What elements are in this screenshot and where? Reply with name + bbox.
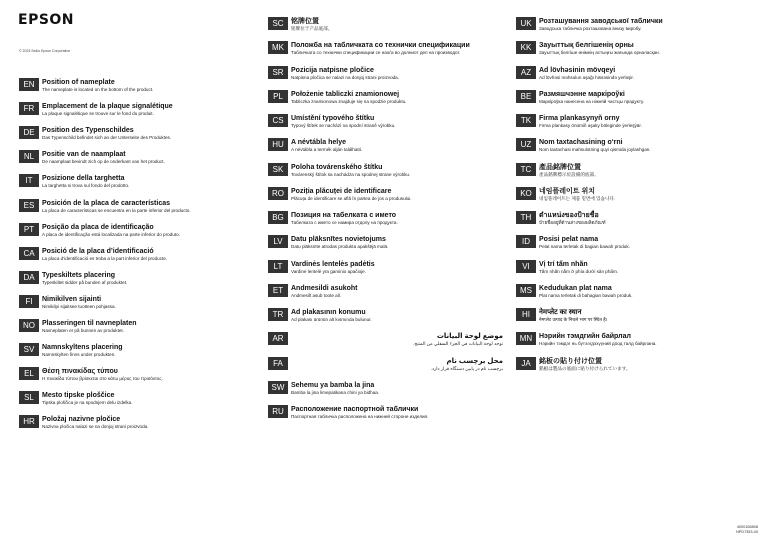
- nameplate-entry-sk: [268, 163, 503, 185]
- entry-title: 铭牌位置: [291, 18, 319, 25]
- copyright-notice: © 2023 Seiko Epson Corporation: [19, 49, 71, 53]
- entry-title: Ad plakasının konumu: [291, 309, 366, 316]
- nameplate-entry-cs: [268, 114, 503, 136]
- nameplate-entry-ms: [516, 284, 751, 306]
- entry-title: Typeskiltets placering: [42, 271, 116, 279]
- entry-title: Положба на табличката со технички спецификации: [291, 42, 470, 50]
- entry-description: La targhetta si trova sul fondo del prodotto.: [42, 183, 130, 189]
- language-code-badge: KK: [516, 41, 536, 54]
- entry-description: Табелката с името се намира отдолу на продукта.: [291, 220, 398, 225]
- nameplate-entry-uz: [516, 138, 751, 160]
- document-code-2: NPD7353-00: [736, 530, 758, 534]
- entry-title: Positie van de naamplaat: [42, 151, 126, 159]
- entry-description: Nazivna pločica nalazi se na donjoj strani proizvoda.: [42, 424, 149, 430]
- entry-description: Ad plakası ürünün alt kısmında bulunur.: [291, 317, 372, 322]
- nameplate-entry-lv: [268, 235, 503, 257]
- language-code-badge: SR: [268, 66, 288, 79]
- entry-description: Маркіроўка нанесена на ніжняй частцы прадукту.: [539, 98, 645, 104]
- entry-description: Datu plāksnīte atrodas produkta apakšējā malā.: [291, 244, 389, 250]
- entry-description: Tabliczka znamionowa znajduje się na spodzie produktu.: [291, 98, 407, 104]
- nameplate-entry-az: [516, 66, 751, 88]
- entry-description: Зауыттық белгіше өнімнің астыңғы жағында орналасқан.: [539, 50, 661, 56]
- entry-description: Ad lövhəsi məhsulun aşağı hissəsində yerləşir.: [539, 74, 634, 80]
- entry-description: Plăcuța de identificare se află în partea de jos a produsului.: [291, 195, 412, 201]
- language-code-badge: HR: [19, 415, 39, 428]
- language-code-badge: RO: [268, 187, 288, 200]
- entry-description: Паспортная табличка расположена на нижней стороне изделия.: [291, 414, 429, 419]
- entry-description: Tấm nhãn nằm ở phía dưới sản phẩm.: [539, 268, 619, 274]
- document-number: [736, 525, 758, 535]
- entry-title: محل برچسب نام: [446, 357, 503, 365]
- entry-title: Poziția plăcuței de identificare: [291, 187, 392, 195]
- entry-title: 네임플레이트 위치: [539, 187, 596, 195]
- entry-title: Ad lövhəsinin mövqeyi: [539, 66, 616, 74]
- entry-description: Natpisna pločica se nalazi na donjoj strani proizvoda.: [291, 74, 400, 80]
- entry-description: Navneplaten er på bunnen av produktet.: [42, 328, 124, 333]
- language-code-badge: TH: [516, 211, 536, 224]
- nameplate-entry-pt: [19, 223, 254, 245]
- nameplate-entry-de: [19, 126, 254, 148]
- language-code-badge: SL: [19, 391, 39, 404]
- entry-title: Položaj nazivne pločice: [42, 416, 121, 424]
- nameplate-entry-el: [19, 367, 254, 389]
- language-code-badge: ES: [19, 199, 39, 212]
- entry-title: Poloha továrenského štítku: [291, 163, 383, 171]
- entry-description: Plat nama terletak di bahagian bawah produk.: [539, 292, 633, 298]
- nameplate-entry-ko: [516, 187, 751, 209]
- entry-title: Kedudukan plat nama: [539, 284, 612, 292]
- entry-description: توجد لوحة البيانات في الجزء السفلي من المنتج.: [413, 341, 503, 347]
- nameplate-entry-ar: [268, 332, 503, 354]
- language-code-badge: BE: [516, 90, 536, 103]
- nameplate-entry-ru: [268, 405, 503, 427]
- nameplate-entry-id: [516, 235, 751, 257]
- nameplate-entry-sv: [19, 343, 254, 365]
- nameplate-entry-nl: [19, 150, 254, 172]
- language-code-badge: LT: [268, 260, 288, 273]
- language-code-badge: FI: [19, 295, 39, 308]
- nameplate-entry-sr: [268, 66, 503, 88]
- language-code-badge: DA: [19, 271, 39, 284]
- entry-description: Firma plankasy önümiň aşaky böleginde ýerleşýär.: [539, 123, 642, 128]
- language-code-badge: AZ: [516, 66, 536, 79]
- language-code-badge: TC: [516, 163, 536, 176]
- nameplate-entry-lt: [268, 260, 503, 282]
- nameplate-entry-en: [19, 78, 254, 100]
- nameplate-entry-sl: [19, 391, 254, 413]
- entry-title: Nimikilven sijainti: [42, 295, 102, 303]
- entry-description: De naamplaat bevindt zich op de onderkant van het product.: [42, 159, 165, 165]
- nameplate-entry-hr: [19, 415, 254, 437]
- entry-title: Расположение паспортной таблички: [291, 406, 419, 413]
- nameplate-entry-no: [19, 319, 254, 341]
- nameplate-entry-pl: [268, 90, 503, 112]
- entry-title: Position des Typenschildes: [42, 127, 134, 135]
- language-code-badge: ET: [268, 284, 288, 297]
- nameplate-entry-kk: [516, 41, 751, 63]
- entry-description: नेमप्लेट उत्पाद के निचले भाग पर स्थित है।: [539, 317, 608, 322]
- entry-title: Umístění typového štítku: [291, 115, 375, 122]
- entry-title: 產品銘牌位置: [539, 163, 581, 171]
- language-code-badge: CS: [268, 114, 288, 127]
- nameplate-entry-ca: [19, 247, 254, 269]
- nameplate-entry-ro: [268, 187, 503, 209]
- entry-description: Nimikilpi sijaitsee tuotteen pohjassa.: [42, 303, 116, 309]
- nameplate-entry-bg: [268, 211, 503, 233]
- entry-title: A névtábla helye: [291, 139, 346, 147]
- entry-description: Tipska ploščica je na spodnjem delu izdelka.: [42, 400, 133, 406]
- language-code-badge: PL: [268, 90, 288, 103]
- entry-description: Η πινακίδα τύπου βρίσκεται στο κάτω μέρος του προϊόντος.: [42, 376, 163, 382]
- language-code-badge: TR: [268, 308, 288, 321]
- entry-title: Posizione della targhetta: [42, 175, 125, 183]
- entry-title: Położenie tabliczki znamionowej: [291, 90, 400, 98]
- nameplate-entry-hu: [268, 138, 503, 160]
- entry-description: 產品銘牌標示於設備的底部。: [539, 171, 599, 177]
- language-code-badge: HU: [268, 138, 288, 151]
- entry-title: Posición de la placa de características: [42, 199, 171, 207]
- entry-description: Pelat nama terletak di bagian bawah produk.: [539, 244, 630, 250]
- entry-description: Namnskylten finns under produkten.: [42, 352, 116, 358]
- entry-title: 銘板の貼り付け位置: [539, 357, 602, 365]
- language-code-badge: UZ: [516, 138, 536, 151]
- entry-title: Firma plankasynyň orny: [539, 115, 620, 122]
- entry-description: 네임플레이트는 제품 밑면에 있습니다.: [539, 195, 616, 201]
- entry-description: Nom taxtachasi mahsulotning quyi qismida joylashgan.: [539, 147, 651, 153]
- entry-title: ตำแหน่งของป้ายชื่อ: [539, 212, 599, 219]
- language-code-badge: TK: [516, 114, 536, 127]
- entry-description: Das Typenschild befindet sich an der Unterseite des Produktes.: [42, 135, 172, 141]
- language-code-badge: SK: [268, 163, 288, 176]
- entry-title: Vị trí tấm nhãn: [539, 260, 588, 268]
- nameplate-entry-es: [19, 199, 254, 221]
- nameplate-entry-be: [516, 90, 751, 112]
- nameplate-entry-fr: [19, 102, 254, 124]
- document-code-1: 4000156808: [736, 525, 758, 529]
- language-code-badge: NL: [19, 150, 39, 163]
- language-code-badge: FA: [268, 357, 288, 370]
- language-code-badge: LV: [268, 235, 288, 248]
- language-code-badge: MS: [516, 284, 536, 297]
- language-code-badge: UK: [516, 17, 536, 30]
- language-code-badge: BG: [268, 211, 288, 224]
- entry-description: ป้ายชื่ออยู่ที่ด้านล่างของผลิตภัณฑ์: [539, 220, 606, 225]
- entry-title: Mesto tipske ploščice: [42, 392, 115, 400]
- nameplate-entry-fi: [19, 295, 254, 317]
- entry-title: Datu plāksnītes novietojums: [291, 236, 386, 244]
- entry-title: Зауыттық белгішенің орны: [539, 42, 634, 50]
- nameplate-entry-vi: [516, 260, 751, 282]
- language-code-badge: MK: [268, 41, 288, 54]
- nameplate-entry-sw: [268, 381, 503, 403]
- entry-description: Andmesilt asub toote all.: [291, 292, 342, 298]
- entry-title: Pozicija natpisne pločice: [291, 66, 374, 74]
- language-code-badge: RU: [268, 405, 288, 418]
- entry-title: Vardinės lentelės padėtis: [291, 260, 375, 268]
- epson-logo: EPSON: [18, 12, 75, 28]
- nameplate-entry-tk: [516, 114, 751, 136]
- entry-title: Namnskyltens placering: [42, 344, 123, 352]
- entry-description: La plaque signalétique se trouve sur le fond du produit.: [42, 111, 154, 117]
- language-code-badge: SV: [19, 343, 39, 356]
- nameplate-entry-uk: [516, 17, 751, 39]
- language-code-badge: DE: [19, 126, 39, 139]
- entry-description: برچسب نام در پایین دستگاه قرار دارد.: [430, 365, 503, 371]
- entry-title: Sehemu ya bamba la jina: [291, 381, 375, 389]
- entry-title: Posição da placa de identificação: [42, 223, 154, 231]
- language-code-badge: PT: [19, 223, 39, 236]
- entry-title: Position of nameplate: [42, 79, 115, 86]
- nameplate-entry-tr: [268, 308, 503, 330]
- entry-description: Табличката со технички спецификации се наоѓа во долниот дел на производот.: [291, 50, 461, 56]
- nameplate-entry-da: [19, 271, 254, 293]
- entry-description: 铭牌位于产品底部。: [291, 26, 333, 31]
- entry-title: Nom taxtachasining o‘rni: [539, 139, 623, 147]
- entry-title: Emplacement de la plaque signalétique: [42, 103, 173, 111]
- entry-description: La placa de características se encuentra en la parte inferior del producto.: [42, 207, 191, 213]
- entry-description: La placa d’identificació es troba a la part inferior del producte.: [42, 255, 168, 261]
- language-code-badge: NO: [19, 319, 39, 332]
- nameplate-entry-sc: [268, 17, 503, 39]
- entry-title: Θέση πινακίδας τύπου: [42, 368, 118, 376]
- entry-title: Plasseringen til navneplaten: [42, 320, 137, 327]
- entry-description: Заводська табличка розташована внизу виробу.: [539, 26, 642, 31]
- nameplate-entry-mk: [268, 41, 503, 63]
- entry-title: Розташування заводської таблички: [539, 18, 663, 25]
- language-code-badge: ID: [516, 235, 536, 248]
- nameplate-entry-tc: [516, 163, 751, 185]
- language-code-badge: CA: [19, 247, 39, 260]
- language-code-badge: JA: [516, 357, 536, 370]
- entry-description: A névtábla a termék alján található.: [291, 147, 363, 153]
- nameplate-entry-it: [19, 174, 254, 196]
- language-code-badge: MN: [516, 332, 536, 345]
- entry-description: Vardinė lentelė yra gaminio apačioje.: [291, 268, 366, 274]
- entry-description: Bamba la jina limepatikana chini ya bidhaa.: [291, 389, 380, 395]
- language-code-badge: HI: [516, 308, 536, 321]
- entry-description: Továrenský štítok sa nachádza na spodnej strane výrobku.: [291, 171, 411, 177]
- entry-title: Posisi pelat nama: [539, 236, 599, 244]
- entry-title: Позиция на табелката с името: [291, 212, 397, 219]
- nameplate-entry-fa: [268, 357, 503, 379]
- nameplate-entry-ja: [516, 357, 751, 379]
- language-code-badge: SW: [268, 381, 288, 394]
- entry-description: 銘板は製品の底面に貼り付けられています。: [539, 365, 631, 371]
- entry-description: Typeskiltet sidder på bunden af produktet.: [42, 279, 128, 285]
- language-code-badge: EL: [19, 367, 39, 380]
- entry-description: Typový štítek se nachází na spodní straně výrobku.: [291, 123, 396, 128]
- nameplate-entry-mn: [516, 332, 751, 354]
- nameplate-entry-et: [268, 284, 503, 306]
- entry-title: Andmesildi asukoht: [291, 284, 358, 292]
- nameplate-entry-th: [516, 211, 751, 233]
- entry-title: موضع لوحة البيانات: [436, 333, 503, 341]
- entry-title: Размяшчэнне маркіроўкі: [539, 90, 625, 98]
- language-code-badge: VI: [516, 260, 536, 273]
- entry-description: The nameplate is located on the bottom of the product.: [42, 87, 154, 92]
- entry-title: Posició de la placa d’identificació: [42, 247, 154, 255]
- language-code-badge: SC: [268, 17, 288, 30]
- entry-description: Нэрийн тэмдэг нь бүтээгдэхүүний доод талд байрлана.: [539, 341, 657, 347]
- language-code-badge: FR: [19, 102, 39, 115]
- nameplate-entry-hi: [516, 308, 751, 330]
- language-code-badge: AR: [268, 332, 288, 345]
- language-code-badge: EN: [19, 78, 39, 91]
- language-code-badge: IT: [19, 174, 39, 187]
- entry-title: Нэрийн тэмдгийн байрлал: [539, 333, 631, 341]
- entry-description: A placa de identificação está localizada na parte inferior do produto.: [42, 231, 180, 237]
- entry-title: नेमप्लेट का स्थान: [539, 309, 582, 316]
- language-code-badge: KO: [516, 187, 536, 200]
